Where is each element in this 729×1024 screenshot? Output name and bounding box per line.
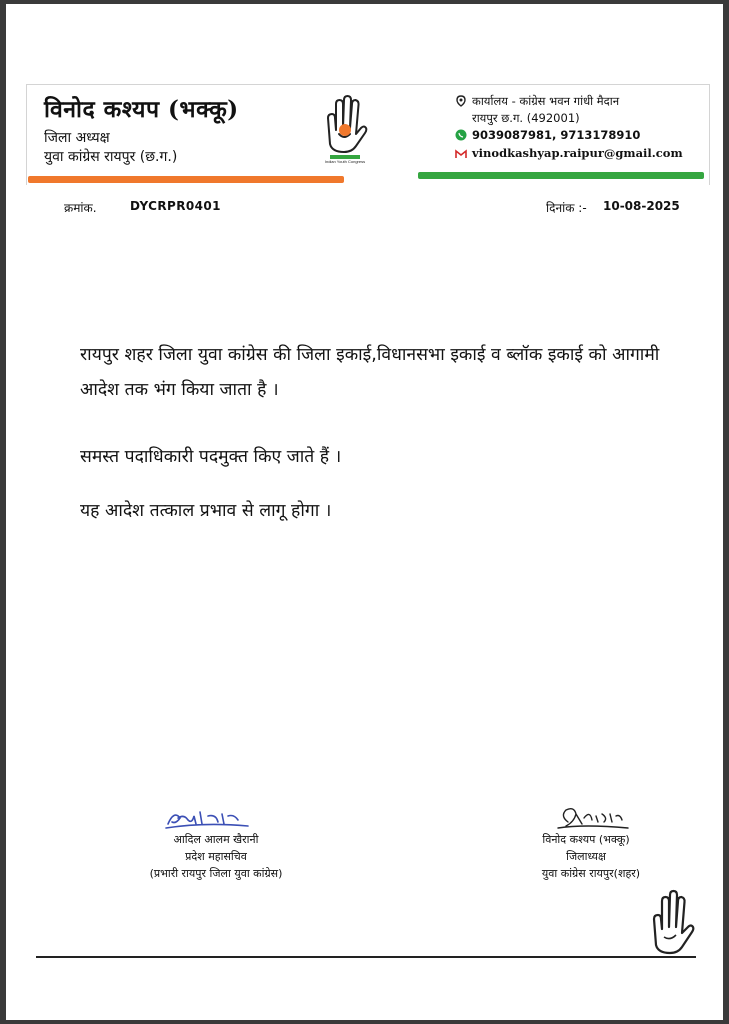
sender-name: विनोद कश्यप (भक्कू) <box>44 96 239 123</box>
body-paragraph-1: रायपुर शहर जिला युवा कांग्रेस की जिला इकाई,विधानसभा इकाई व ब्लॉक इकाई को आगामी आदेश तक भंग किया जाता है । <box>80 345 660 400</box>
sender-designation: जिला अध्यक्ष <box>44 130 110 146</box>
mail-icon <box>455 148 467 160</box>
logo-caption: Indian Youth Congress <box>324 159 366 164</box>
address-line-2: रायपुर छ.ग. (492001) <box>472 111 580 125</box>
signatory-left-title: प्रदेश महासचिव <box>185 850 247 863</box>
signatory-left-name: आदिल आलम खैरानी <box>173 833 259 846</box>
signatory-right-org: युवा कांग्रेस रायपुर(शहर) <box>541 867 641 880</box>
letter-page <box>6 4 723 1020</box>
body-paragraph-3: यह आदेश तत्काल प्रभाव से लागू होगा । <box>80 501 332 521</box>
body-paragraph-2: समस्त पदाधिकारी पदमुक्त किए जाते हैं । <box>80 447 342 467</box>
phone-numbers: 9039087981, 9713178910 <box>472 128 641 142</box>
footer-rule <box>36 956 696 958</box>
location-pin-icon <box>455 95 467 107</box>
reference-label: क्रमांक. <box>64 201 97 215</box>
whatsapp-icon <box>455 129 467 141</box>
date-value: 10-08-2025 <box>603 199 680 213</box>
reference-number: DYCRPR0401 <box>130 199 221 213</box>
email-address: vinodkashyap.raipur@gmail.com <box>472 146 683 160</box>
date-label: दिनांक :- <box>546 201 587 215</box>
saffron-bar <box>28 176 344 183</box>
signature-right <box>554 804 634 832</box>
green-bar <box>418 172 704 179</box>
sender-organization: युवा कांग्रेस रायपुर (छ.ग.) <box>44 149 178 165</box>
address-line-1: कार्यालय - कांग्रेस भवन गांधी मैदान <box>472 94 620 108</box>
signature-left <box>164 804 254 830</box>
signatory-left-org: (प्रभारी रायपुर जिला युवा कांग्रेस) <box>149 867 283 880</box>
signatory-right-title: जिलाध्यक्ष <box>566 850 606 863</box>
congress-hand-logo <box>314 94 374 164</box>
congress-hand-footer-icon <box>646 889 701 957</box>
signatory-right-name: विनोद कश्यप (भक्कू) <box>542 833 630 846</box>
